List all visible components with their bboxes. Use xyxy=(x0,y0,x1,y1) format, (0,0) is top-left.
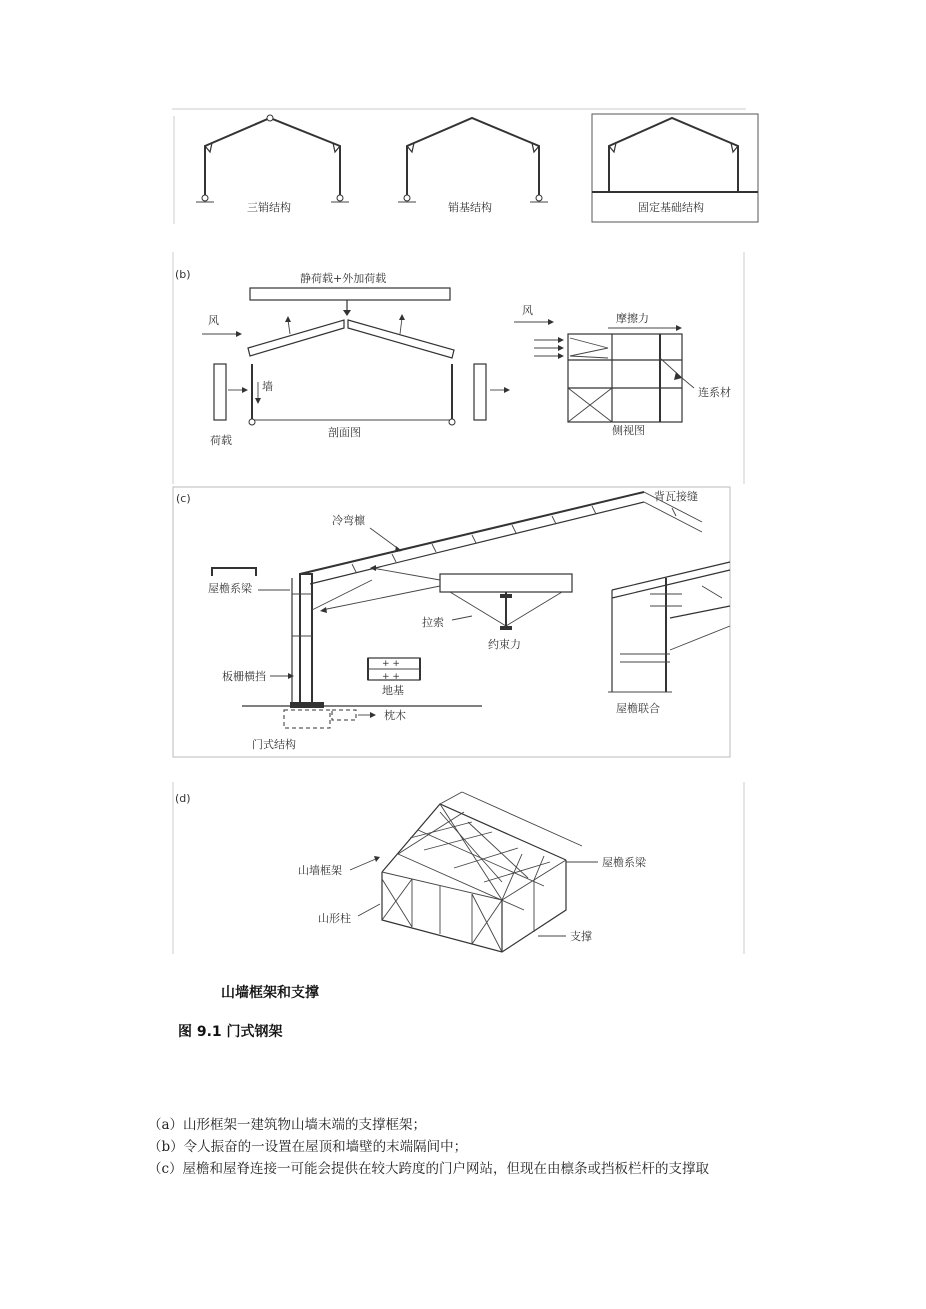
pinned-base-frame-diagram xyxy=(398,118,548,202)
label-fixed-base: 固定基础结构 xyxy=(638,201,704,214)
label-wind-left: 风 xyxy=(208,314,219,327)
label-load: 荷载 xyxy=(210,434,232,447)
figure-d-gable-bracing xyxy=(172,782,748,954)
label-side-view: 侧视图 xyxy=(612,424,645,437)
body-line-b: （b）令人振奋的一设置在屋顶和墙壁的末端隔间中； xyxy=(148,1139,468,1155)
label-section: 剖面图 xyxy=(328,426,361,439)
three-pin-frame-diagram xyxy=(196,115,349,202)
eave-bracing-detail xyxy=(608,562,730,692)
svg-text:+ +: + + xyxy=(382,672,400,682)
label-tie-rod: 拉索 xyxy=(422,616,444,629)
label-connector: 连系材 xyxy=(698,386,731,399)
label-three-pin: 三销结构 xyxy=(247,201,291,214)
label-bracing: 支撑 xyxy=(570,930,592,943)
label-ridge-seam: 背瓦接缝 xyxy=(654,490,698,503)
label-friction: 摩擦力 xyxy=(616,312,649,325)
building-isometric xyxy=(382,792,582,952)
figure-subcaption: 山墙框架和支撑 xyxy=(221,985,319,1001)
label-portal: 门式结构 xyxy=(252,738,296,751)
label-pinned-base: 销基结构 xyxy=(448,201,492,214)
tag-d: (d) xyxy=(175,792,191,805)
label-eave-bracing: 屋檐联合 xyxy=(616,702,660,715)
label-wall: 墙 xyxy=(262,380,273,393)
label-gable-frame: 山墙框架 xyxy=(298,864,342,877)
body-line-a: （a）山形框架一建筑物山墙末端的支撑框架； xyxy=(148,1117,427,1133)
body-line-c: （c）屋檐和屋脊连接一可能会提供在较大跨度的门户网站，但现在由檩条或挡板栏杆的支撑取 xyxy=(148,1161,710,1177)
svg-text:+ +: + + xyxy=(382,659,400,669)
label-girt: 板栅横挡 xyxy=(222,670,266,683)
tag-c: (c) xyxy=(176,492,191,505)
figure-a-frame-types xyxy=(172,108,760,224)
label-restraint: 约束力 xyxy=(488,638,521,651)
label-cold-purlin: 冷弯檩 xyxy=(332,514,365,527)
label-sleeper: 枕木 xyxy=(384,709,406,722)
figure-c-portal-details xyxy=(172,486,732,758)
label-eave-beam: 屋檐系梁 xyxy=(208,582,252,595)
tag-b: (b) xyxy=(175,268,191,281)
label-foundation: 地基 xyxy=(382,684,404,697)
label-eave-beam-d: 屋檐系梁 xyxy=(602,856,646,869)
figure-b-loads xyxy=(172,252,748,484)
label-wind-right: 风 xyxy=(522,304,533,317)
label-gable-column: 山形柱 xyxy=(318,912,351,925)
label-static-load: 静荷载+外加荷载 xyxy=(300,272,387,285)
figure-caption: 图 9.1 门式钢架 xyxy=(178,1024,283,1040)
